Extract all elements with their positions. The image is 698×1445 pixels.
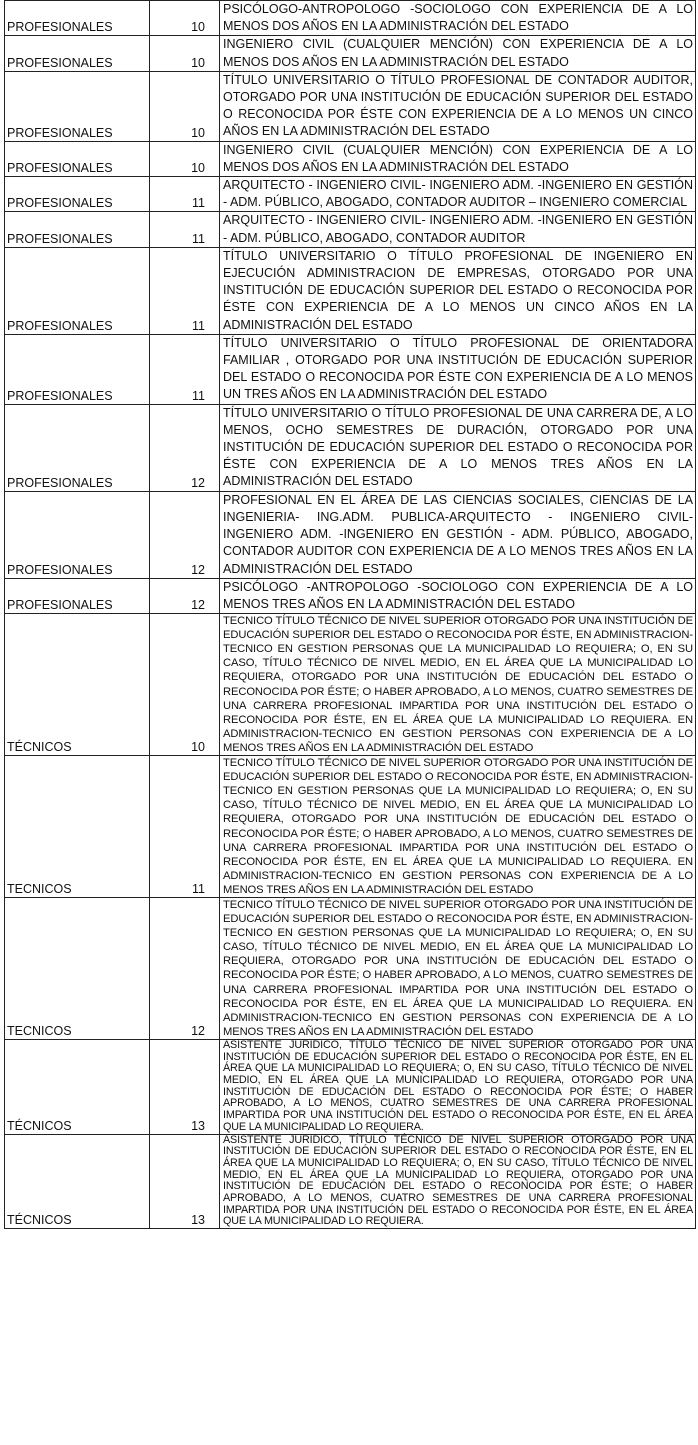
requirement-cell: TÍTULO UNIVERSITARIO O TÍTULO PROFESIONAL DE CONTADOR AUDITOR, OTORGADO POR UNA INSTITUCIÓN DE EDUCACIÓN SUPERIOR DEL ESTADO O RECONOCIDA POR ÉSTE CON EXPERIENCIA DE A LO MENOS UN CINCO AÑOS EN LA ADMINISTRACIÓN DEL ESTADO bbox=[220, 71, 696, 141]
requirement-cell: PSICÓLOGO-ANTROPOLOGO -SOCIOLOGO CON EXPERIENCIA DE A LO MENOS DOS AÑOS EN LA ADMINISTRACIÓN DEL ESTADO bbox=[220, 1, 696, 36]
grade-cell: 11 bbox=[150, 212, 220, 247]
category-cell: PROFESIONALES bbox=[5, 212, 150, 247]
grade-cell: 13 bbox=[150, 1039, 220, 1134]
grade-cell: 13 bbox=[150, 1134, 220, 1229]
requirement-cell: PSICÓLOGO -ANTROPOLOGO -SOCIOLOGO CON EXPERIENCIA DE A LO MENOS TRES AÑOS EN LA ADMINISTRACIÓN DEL ESTADO bbox=[220, 578, 696, 613]
table-row bbox=[5, 36, 696, 71]
table-row bbox=[5, 247, 696, 334]
table-row bbox=[5, 177, 696, 212]
category-cell: TÉCNICOS bbox=[5, 1039, 150, 1134]
grade-cell: 11 bbox=[150, 247, 220, 334]
table-row bbox=[5, 404, 696, 491]
table-row bbox=[5, 1039, 696, 1134]
table-row bbox=[5, 212, 696, 247]
requirement-cell: ASISTENTE JURIDICO, TÍTULO TÉCNICO DE NIVEL SUPERIOR OTORGADO POR UNA INSTITUCIÓN DE EDUCACIÓN SUPERIOR DEL ESTADO O RECONOCIDA POR ÉSTE, EN EL ÁREA QUE LA MUNICIPALIDAD LO REQUIERA; O, EN SU CASO, TÍTULO TÉCNICO DE NIVEL MEDIO, EN EL ÁREA QUE LA MUNICIPALIDAD LO REQUIERA, OTORGADO POR UNA INSTITUCIÓN DE EDUCACIÓN DEL ESTADO O RECONOCIDA POR ÉSTE; O HABER APROBADO, A LO MENOS, CUATRO SEMESTRES DE UNA CARRERA PROFESIONAL IMPARTIDA POR UNA INSTITUCIÓN DEL ESTADO O RECONOCIDA POR ÉSTE, EN EL ÁREA QUE LA MUNICIPALIDAD LO REQUIERA. bbox=[220, 1134, 696, 1229]
category-cell: TÉCNICOS bbox=[5, 1134, 150, 1229]
category-cell: PROFESIONALES bbox=[5, 177, 150, 212]
category-cell: PROFESIONALES bbox=[5, 247, 150, 334]
category-cell: TECNICOS bbox=[5, 897, 150, 1039]
grade-cell: 12 bbox=[150, 897, 220, 1039]
requirement-cell: TECNICO TÍTULO TÉCNICO DE NIVEL SUPERIOR OTORGADO POR UNA INSTITUCIÓN DE EDUCACIÓN SUPERIOR DEL ESTADO O RECONOCIDA POR ÉSTE, EN ADMINISTRACION-TECNICO EN GESTION PERSONAS QUE LA MUNICIPALIDAD LO REQUIERA; O, EN SU CASO, TÍTULO TÉCNICO DE NIVEL MEDIO, EN EL ÁREA QUE LA MUNICIPALIDAD LO REQUIERA, OTORGADO POR UNA INSTITUCIÓN DE EDUCACIÓN DEL ESTADO O RECONOCIDA POR ÉSTE; O HABER APROBADO, A LO MENOS, CUATRO SEMESTRES DE UNA CARRERA PROFESIONAL IMPARTIDA POR UNA INSTITUCIÓN DEL ESTADO O RECONOCIDA POR ÉSTE, EN EL ÁREA QUE LA MUNICIPALIDAD LO REQUIERA. EN ADMINISTRACION-TECNICO EN GESTION PERSONAS CON EXPERIENCIA DE A LO MENOS TRES AÑOS EN LA ADMINISTRACIÓN DEL ESTADO bbox=[220, 614, 696, 756]
grade-cell: 11 bbox=[150, 177, 220, 212]
category-cell: PROFESIONALES bbox=[5, 141, 150, 176]
grade-cell: 12 bbox=[150, 404, 220, 491]
category-cell: TÉCNICOS bbox=[5, 614, 150, 756]
grade-cell: 11 bbox=[150, 334, 220, 404]
requirement-cell: ARQUITECTO - INGENIERO CIVIL- INGENIERO ADM. -INGENIERO EN GESTIÓN - ADM. PÚBLICO, ABOGADO, CONTADOR AUDITOR – INGENIERO COMERCIAL bbox=[220, 177, 696, 212]
requirement-cell: TÍTULO UNIVERSITARIO O TÍTULO PROFESIONAL DE INGENIERO EN EJECUCIÓN ADMINISTRACION DE EMPRESAS, OTORGADO POR UNA INSTITUCIÓN DE EDUCACIÓN SUPERIOR DEL ESTADO O RECONOCIDA POR ÉSTE CON EXPERIENCIA DE A LO MENOS UN CINCO AÑOS EN LA ADMINISTRACIÓN DEL ESTADO bbox=[220, 247, 696, 334]
grade-cell: 10 bbox=[150, 1, 220, 36]
category-cell: PROFESIONALES bbox=[5, 1, 150, 36]
table-row bbox=[5, 756, 696, 898]
table-row bbox=[5, 491, 696, 578]
requirement-cell: TÍTULO UNIVERSITARIO O TÍTULO PROFESIONAL DE ORIENTADORA FAMILIAR , OTORGADO POR UNA INSTITUCIÓN DE EDUCACIÓN SUPERIOR DEL ESTADO O RECONOCIDA POR ÉSTE CON EXPERIENCIA DE A LO MENOS UN TRES AÑOS EN LA ADMINISTRACIÓN DEL ESTADO bbox=[220, 334, 696, 404]
requirement-cell: ASISTENTE JURIDICO, TÍTULO TÉCNICO DE NIVEL SUPERIOR OTORGADO POR UNA INSTITUCIÓN DE EDUCACIÓN SUPERIOR DEL ESTADO O RECONOCIDA POR ÉSTE, EN EL ÁREA QUE LA MUNICIPALIDAD LO REQUIERA; O, EN SU CASO, TÍTULO TÉCNICO DE NIVEL MEDIO, EN EL ÁREA QUE LA MUNICIPALIDAD LO REQUIERA, OTORGADO POR UNA INSTITUCIÓN DE EDUCACIÓN DEL ESTADO O RECONOCIDA POR ÉSTE; O HABER APROBADO, A LO MENOS, CUATRO SEMESTRES DE UNA CARRERA PROFESIONAL IMPARTIDA POR UNA INSTITUCIÓN DEL ESTADO O RECONOCIDA POR ÉSTE, EN EL ÁREA QUE LA MUNICIPALIDAD LO REQUIERA. bbox=[220, 1039, 696, 1134]
grade-cell: 12 bbox=[150, 491, 220, 578]
category-cell: PROFESIONALES bbox=[5, 404, 150, 491]
requirement-cell: INGENIERO CIVIL (CUALQUIER MENCIÓN) CON EXPERIENCIA DE A LO MENOS DOS AÑOS EN LA ADMINISTRACIÓN DEL ESTADO bbox=[220, 141, 696, 176]
requirement-cell: TECNICO TÍTULO TÉCNICO DE NIVEL SUPERIOR OTORGADO POR UNA INSTITUCIÓN DE EDUCACIÓN SUPERIOR DEL ESTADO O RECONOCIDA POR ÉSTE, EN ADMINISTRACION-TECNICO EN GESTION PERSONAS QUE LA MUNICIPALIDAD LO REQUIERA; O, EN SU CASO, TÍTULO TÉCNICO DE NIVEL MEDIO, EN EL ÁREA QUE LA MUNICIPALIDAD LO REQUIERA, OTORGADO POR UNA INSTITUCIÓN DE EDUCACIÓN DEL ESTADO O RECONOCIDA POR ÉSTE; O HABER APROBADO, A LO MENOS, CUATRO SEMESTRES DE UNA CARRERA PROFESIONAL IMPARTIDA POR UNA INSTITUCIÓN DEL ESTADO O RECONOCIDA POR ÉSTE, EN EL ÁREA QUE LA MUNICIPALIDAD LO REQUIERA. EN ADMINISTRACION-TECNICO EN GESTION PERSONAS CON EXPERIENCIA DE A LO MENOS TRES AÑOS EN LA ADMINISTRACIÓN DEL ESTADO bbox=[220, 897, 696, 1039]
category-cell: PROFESIONALES bbox=[5, 578, 150, 613]
table-row bbox=[5, 897, 696, 1039]
requirement-cell: INGENIERO CIVIL (CUALQUIER MENCIÓN) CON EXPERIENCIA DE A LO MENOS DOS AÑOS EN LA ADMINISTRACIÓN DEL ESTADO bbox=[220, 36, 696, 71]
category-cell: PROFESIONALES bbox=[5, 71, 150, 141]
grade-cell: 10 bbox=[150, 36, 220, 71]
category-cell: PROFESIONALES bbox=[5, 36, 150, 71]
table-row bbox=[5, 334, 696, 404]
table-row bbox=[5, 71, 696, 141]
category-cell: PROFESIONALES bbox=[5, 491, 150, 578]
table-row bbox=[5, 578, 696, 613]
requirements-table bbox=[4, 0, 696, 1229]
grade-cell: 10 bbox=[150, 141, 220, 176]
category-cell: TECNICOS bbox=[5, 756, 150, 898]
requirement-cell: TECNICO TÍTULO TÉCNICO DE NIVEL SUPERIOR OTORGADO POR UNA INSTITUCIÓN DE EDUCACIÓN SUPERIOR DEL ESTADO O RECONOCIDA POR ÉSTE, EN ADMINISTRACION-TECNICO EN GESTION PERSONAS QUE LA MUNICIPALIDAD LO REQUIERA; O, EN SU CASO, TÍTULO TÉCNICO DE NIVEL MEDIO, EN EL ÁREA QUE LA MUNICIPALIDAD LO REQUIERA, OTORGADO POR UNA INSTITUCIÓN DE EDUCACIÓN DEL ESTADO O RECONOCIDA POR ÉSTE; O HABER APROBADO, A LO MENOS, CUATRO SEMESTRES DE UNA CARRERA PROFESIONAL IMPARTIDA POR UNA INSTITUCIÓN DEL ESTADO O RECONOCIDA POR ÉSTE, EN EL ÁREA QUE LA MUNICIPALIDAD LO REQUIERA. EN ADMINISTRACION-TECNICO EN GESTION PERSONAS CON EXPERIENCIA DE A LO MENOS TRES AÑOS EN LA ADMINISTRACIÓN DEL ESTADO bbox=[220, 756, 696, 898]
grade-cell: 10 bbox=[150, 71, 220, 141]
category-cell: PROFESIONALES bbox=[5, 334, 150, 404]
grade-cell: 12 bbox=[150, 578, 220, 613]
table-row bbox=[5, 1134, 696, 1229]
grade-cell: 10 bbox=[150, 614, 220, 756]
requirement-cell: ARQUITECTO - INGENIERO CIVIL- INGENIERO ADM. -INGENIERO EN GESTIÓN - ADM. PÚBLICO, ABOGADO, CONTADOR AUDITOR bbox=[220, 212, 696, 247]
requirement-cell: TÍTULO UNIVERSITARIO O TÍTULO PROFESIONAL DE UNA CARRERA DE, A LO MENOS, OCHO SEMESTRES DE DURACIÓN, OTORGADO POR UNA INSTITUCIÓN DE EDUCACIÓN SUPERIOR DEL ESTADO O RECONOCIDA POR ÉSTE CON EXPERIENCIA DE A LO MENOS TRES AÑOS EN LA ADMINISTRACIÓN DEL ESTADO bbox=[220, 404, 696, 491]
grade-cell: 11 bbox=[150, 756, 220, 898]
table-row bbox=[5, 1, 696, 36]
table-row bbox=[5, 614, 696, 756]
requirement-cell: PROFESIONAL EN EL ÁREA DE LAS CIENCIAS SOCIALES, CIENCIAS DE LA INGENIERIA- ING.ADM. PUBLICA-ARQUITECTO - INGENIERO CIVIL- INGENIERO ADM. -INGENIERO EN GESTIÓN - ADM. PÚBLICO, ABOGADO, CONTADOR AUDITOR CON EXPERIENCIA DE A LO MENOS TRES AÑOS EN LA ADMINISTRACIÓN DEL ESTADO bbox=[220, 491, 696, 578]
table-row bbox=[5, 141, 696, 176]
